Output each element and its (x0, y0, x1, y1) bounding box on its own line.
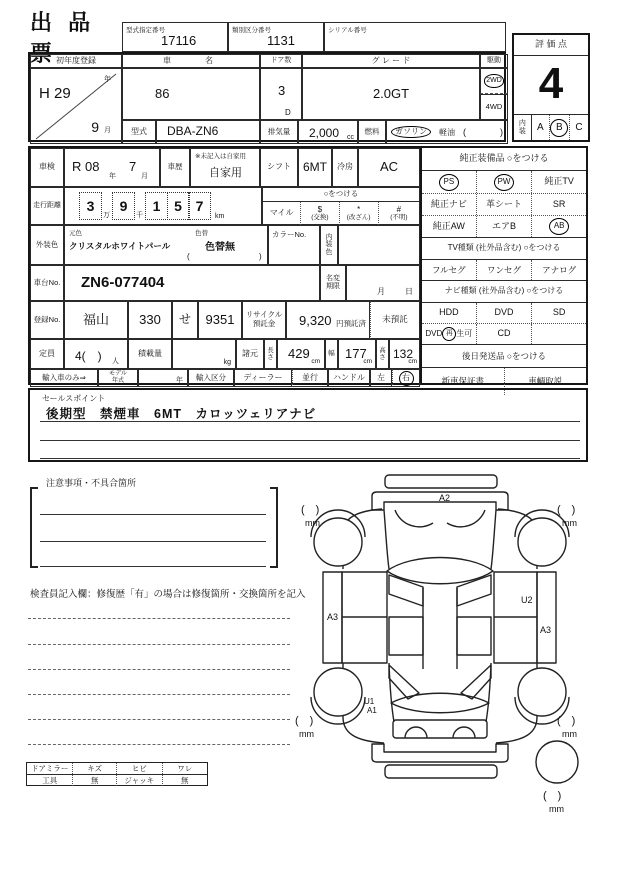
displacement-unit: cc (347, 134, 354, 141)
odo-digit-1: 3 (79, 192, 102, 220)
equip-title-ship: 後日発送品 ○をつける (422, 345, 586, 368)
interior-grade-c: C (569, 115, 588, 140)
original-color-label: 元色 (69, 230, 82, 237)
color-no-label: カラーNo. (272, 230, 307, 239)
sales-line-3 (40, 458, 580, 459)
navi-sd: SD (531, 303, 586, 323)
import-division-label: 輸入区分 (188, 369, 234, 387)
handle-left: 左 (370, 369, 392, 387)
inspector-line-2 (28, 644, 290, 645)
spec-height-unit: cm (408, 358, 417, 365)
original-color-value: クリスタルホワイトパール (69, 241, 171, 251)
tools-jack-none: 無 (162, 775, 208, 786)
reg-month-value: 9 (91, 119, 99, 135)
rear-panel (393, 720, 487, 738)
class-number-value: 1131 (267, 33, 295, 48)
serial-number-label: シリアル番号 (328, 27, 367, 34)
mark-header: ○をつける (263, 188, 419, 202)
tools-crack: ヒビ (116, 763, 162, 774)
fuel-cell (386, 120, 508, 144)
interior-color-label: 内装色 (320, 225, 338, 265)
wheel-front-right (518, 518, 566, 566)
handle-right-circled: 右 (399, 371, 414, 386)
inspector-line-1 (28, 618, 290, 619)
equip-leather-seat: 革シート (476, 194, 532, 215)
tools-scratch: キズ (72, 763, 116, 774)
circle-mark: B (550, 119, 568, 137)
odo-digit-3: 1 (145, 192, 168, 220)
spec-length-cell (277, 339, 325, 369)
mark-unknown (378, 202, 419, 225)
capacity-value: 4( ) (75, 349, 102, 363)
fuel-label: 燃料 (358, 120, 386, 144)
sales-point-label: セールスポイント (42, 394, 106, 403)
equip-oem-navi: 純正ナビ (430, 198, 467, 209)
model-designation-box (122, 22, 228, 52)
interior-color-cell (338, 225, 420, 265)
equip-airbag: エアB (476, 216, 532, 237)
color-change-paren-close: ) (259, 252, 262, 261)
registration-no-label: 登録No. (30, 301, 64, 339)
vehicle-top-block (28, 52, 506, 142)
door-count-cell (260, 68, 302, 120)
mark-unknown-symbol: # (396, 205, 402, 215)
shift-label: シフト (260, 148, 298, 187)
equip-pw-circled: PW (494, 174, 514, 191)
shaken-era: R 08 (72, 159, 100, 174)
diagram-label-a1: A1 (367, 706, 377, 715)
navi-dvd: DVD (476, 303, 532, 323)
color-no-cell (268, 225, 320, 265)
shaken-month: 7 (129, 159, 137, 174)
interior-grade-a: A (536, 122, 544, 133)
diagram-label-u1: U1 (364, 697, 375, 706)
score-value: 4 (538, 59, 564, 109)
drive-2wd-cell (480, 68, 508, 94)
tools-jack: ジャッキ (116, 775, 162, 786)
sales-point-text: 後期型 禁煙車 6MT カロッツェリアナビ (46, 407, 317, 421)
inspector-line-4 (28, 694, 290, 695)
model-year-cell (138, 369, 188, 387)
bracket-bottom-right: ( ) (557, 715, 576, 727)
diagram-label-a3-left: A3 (327, 612, 339, 622)
mark-tampered-label: (改ざん) (346, 214, 371, 222)
equip-ab-circled: AB (549, 218, 569, 235)
model-code-label: 型式 (122, 120, 156, 144)
navi-cd: CD (476, 324, 532, 344)
recycle-paid-cell (286, 301, 370, 339)
navi-hdd: HDD (439, 307, 459, 318)
spec-height-value: 132 (393, 347, 414, 361)
load-label: 積載量 (128, 339, 172, 369)
first-registration-header: 初年度登録 (30, 54, 122, 68)
equip-title-tv: TV種類 (社外品含む) ○をつける (422, 238, 586, 260)
car-damage-diagram (293, 465, 640, 817)
bracket-spare: ( ) (543, 790, 562, 802)
model-year-unit: 年 (176, 377, 183, 384)
inspector-line-5 (28, 719, 290, 720)
serial-number-box (324, 22, 506, 52)
recycle-paid-suffix: 円預託済 (336, 319, 366, 328)
tools-row-1 (27, 763, 207, 775)
tools-table (26, 762, 208, 786)
model-code-value: DBA-ZN6 (156, 120, 260, 144)
front-strip (385, 475, 497, 488)
tools-tool-none: 無 (72, 775, 116, 786)
fuel-paren-close: ) (500, 127, 503, 137)
bracket-bottom-left: ( ) (295, 715, 314, 727)
exterior-color-label: 外装色 (30, 225, 64, 265)
shift-value: 6MT (298, 148, 332, 187)
odo-unit-sen: 千 (136, 212, 143, 219)
shaken-label: 車検 (30, 148, 64, 187)
tools-tool: 工具 (42, 775, 58, 785)
model-year-label-line2: 年式 (111, 378, 124, 384)
door-count-value: 3 (278, 83, 286, 98)
mm-top-left: mm (305, 518, 320, 528)
import-only-label: 輸入車のみ⇒ (30, 369, 98, 387)
notes-line-1 (40, 514, 266, 515)
score-box (512, 33, 590, 142)
color-change-label: 色替 (195, 230, 208, 237)
front-strut-arc-left (395, 510, 433, 527)
mark-exchange (300, 202, 338, 225)
navi-empty (531, 324, 586, 344)
model-year-label (98, 369, 138, 387)
diagram-label-a3-right: A3 (540, 625, 552, 635)
chassis-no-value: ZN6-077404 (64, 265, 320, 301)
dvd-playable-pre: DVD (425, 328, 443, 338)
front-strut-arc-right (447, 510, 485, 527)
class-number-label: 類別区分番号 (232, 27, 271, 34)
spec-length-value: 429 (288, 346, 310, 361)
reg-month-unit: 月 (104, 127, 111, 134)
notes-bracket-right (270, 487, 278, 568)
handle-right (392, 369, 420, 387)
wheel-front-left (314, 518, 362, 566)
floor-panel-lower-right (457, 617, 491, 655)
name-change-cell (346, 265, 420, 301)
grade-value: 2.0GT (302, 68, 480, 120)
color-change-value: 色替無 (205, 242, 235, 253)
capacity-label: 定員 (30, 339, 64, 369)
history-value: 自家用 (209, 167, 242, 179)
door-count-suffix: D (285, 108, 291, 117)
ship-manual: 車輌取説 (504, 368, 587, 395)
interior-grade-label: 内装 (514, 115, 532, 140)
car-name-header: 車 名 (122, 54, 260, 68)
mm-bottom-right: mm (562, 729, 577, 739)
rear-brace-left (389, 665, 419, 699)
import-dealer: ディーラー (234, 369, 292, 387)
tv-oneseg: ワンセグ (476, 260, 532, 280)
reg-year-unit: 年 (104, 76, 111, 83)
score-label: 評 価 点 (514, 35, 588, 56)
drive-header: 駆動 (480, 54, 508, 68)
rear-panel-arc-right (453, 727, 475, 738)
recycle-label-line2: 預託金 (252, 319, 276, 328)
mark-exchange-label: (交換) (311, 214, 329, 222)
front-rail-left (384, 510, 389, 569)
odo-digit-4: 5 (167, 192, 190, 220)
mileage-label: 走行距離 (30, 187, 64, 225)
handle-label: ハンドル (328, 369, 370, 387)
tools-row-2 (27, 775, 207, 786)
tv-row (422, 260, 586, 281)
spare-tire (536, 741, 578, 783)
notes-line-3 (40, 566, 266, 567)
exterior-color-cell (64, 225, 268, 265)
grade-header: グ レ ー ド (302, 54, 480, 68)
drive-2wd-circled: 2WD (484, 74, 504, 87)
reg-era-value: H 29 (39, 85, 71, 102)
tv-fullseg: フルセグ (432, 264, 466, 275)
spec-label: 諸元 (236, 339, 264, 369)
name-change-month: 月 (377, 287, 385, 296)
first-registration-cell (30, 68, 122, 144)
odometer-cell (64, 187, 262, 225)
tv-analog: アナログ (531, 260, 586, 280)
sales-line-1 (40, 421, 580, 422)
sales-line-2 (40, 440, 580, 441)
fuel-gasoline-circled: ガソリン (391, 126, 431, 138)
spec-width-unit: cm (363, 358, 372, 365)
name-change-day: 日 (405, 287, 413, 296)
mm-spare: mm (549, 804, 564, 814)
cooling-value: AC (358, 148, 420, 187)
rear-panel-arc-left (405, 727, 427, 738)
equip-pw (476, 171, 532, 193)
bracket-top-right: ( ) (557, 504, 576, 516)
history-cell (190, 148, 260, 187)
mark-tampered (339, 202, 378, 225)
capacity-unit: 人 (112, 358, 119, 365)
fuel-paren-open: ( (463, 127, 466, 137)
sales-point-block (28, 388, 588, 462)
mark-tampered-symbol: * (357, 205, 361, 215)
spec-height-cell (389, 339, 420, 369)
vehicle-mid-block (28, 146, 588, 385)
shaken-cell (64, 148, 160, 187)
mileage-mark-cell (262, 187, 420, 225)
cooling-label: 冷房 (332, 148, 358, 187)
equipment-panel (420, 148, 586, 387)
recycle-label-line1: リサイクル (245, 310, 283, 320)
equip-row-1 (422, 171, 586, 194)
drive-4wd-cell: 4WD (480, 94, 508, 120)
ship-warranty: 新車保証書 (441, 376, 484, 387)
fuel-diesel: 軽油 (439, 127, 455, 137)
tools-split: ワレ (162, 763, 208, 774)
mm-top-right: mm (562, 518, 577, 528)
name-change-label: 名変期限 (320, 265, 346, 301)
notes-line-2 (40, 541, 266, 542)
dvd-playable-post: 生可 (456, 328, 473, 338)
equip-row-3 (422, 216, 586, 238)
color-change-paren-open: ( (187, 252, 190, 261)
mark-exchange-symbol: $ (317, 205, 323, 215)
registration-area: 福山 (64, 301, 128, 339)
equip-row-2 (422, 194, 586, 216)
inspector-line-3 (28, 669, 290, 670)
rear-rail-left (389, 663, 394, 722)
spec-length-unit: cm (311, 358, 320, 365)
navi-row-1 (422, 303, 586, 324)
car-name-value: 86 (122, 68, 260, 120)
equip-title-navi: ナビ種類 (社外品含む) ○をつける (422, 281, 586, 303)
inspector-line-6 (28, 744, 290, 745)
interior-grade-row (514, 114, 588, 140)
registration-kana: せ (172, 301, 198, 339)
model-year-label-line1: モデル (109, 371, 127, 378)
spec-width-label: 幅 (325, 339, 338, 369)
floor-panel-lower-left (389, 617, 423, 655)
spec-length-label: 長さ (264, 339, 277, 369)
equip-oem-tv: 純正TV (531, 171, 586, 193)
displacement-value: 2,000 (309, 126, 340, 140)
equip-ps (422, 171, 476, 193)
class-number-box (228, 22, 324, 52)
dvd-playable-circled: 再 (442, 327, 456, 341)
displacement-label: 排気量 (260, 120, 298, 144)
rear-strip (385, 765, 497, 778)
rear-bumper (372, 744, 508, 762)
rear-rail-right (486, 663, 491, 722)
page-title: 出 品 票 (30, 10, 96, 66)
history-note: ※未記入は自家用 (195, 153, 246, 160)
registration-number: 9351 (198, 301, 242, 339)
capacity-cell (64, 339, 128, 369)
rear-brace-right (461, 665, 491, 699)
mark-mile: マイル (269, 208, 294, 218)
wheel-rear-left (314, 668, 362, 716)
equip-oem-aw: 純正AW (432, 220, 465, 231)
equip-ps-circled: PS (439, 174, 459, 191)
odo-unit-km: km (215, 213, 225, 220)
equip-sunroof: SR (531, 194, 586, 215)
model-designation-value: 17116 (161, 33, 197, 48)
right-sill (537, 572, 556, 663)
chassis-no-label: 車台No. (30, 265, 64, 301)
registration-class: 330 (128, 301, 172, 339)
notes-bracket-left (30, 487, 38, 568)
load-unit: kg (223, 359, 231, 366)
equip-ab (531, 216, 586, 237)
mm-bottom-left: mm (299, 729, 314, 739)
interior-grade-b (549, 115, 569, 140)
displacement-cell (298, 120, 358, 144)
history-label: 車歴 (160, 148, 190, 187)
spec-width-value: 177 (345, 346, 367, 361)
navi-row-2 (422, 324, 586, 345)
front-rail-right (491, 510, 496, 569)
recycle-deposit-label (242, 301, 286, 339)
odo-digit-2: 9 (112, 192, 135, 220)
load-cell (172, 339, 236, 369)
spec-width-cell (338, 339, 376, 369)
odo-digit-5: 7 (188, 192, 211, 220)
recycle-unpaid-cell: 未預託 (370, 301, 420, 339)
inspector-label: 検査員記入欄：修復歴「有」の場合は修復箇所・交換箇所を記入 (30, 589, 306, 600)
odo-unit-man: 万 (103, 212, 110, 219)
recycle-paid-amount: 9,320 (299, 313, 332, 328)
dvd-playable (422, 324, 476, 344)
bracket-top-left: ( ) (301, 504, 320, 516)
diagram-label-a2: A2 (439, 493, 451, 503)
wheel-rear-right (518, 668, 566, 716)
import-parallel: 並行 (292, 369, 328, 387)
door-count-header: ドア数 (260, 54, 302, 68)
model-designation-label: 型式指定番号 (126, 27, 165, 34)
equip-title-oem: 純正装備品 ○をつける (422, 148, 586, 171)
spec-height-label: 高さ (376, 339, 389, 369)
shaken-year-unit: 年 (109, 173, 116, 180)
diagram-label-u2: U2 (521, 595, 533, 605)
mark-unknown-label: (不明) (390, 214, 408, 222)
shaken-month-unit: 月 (141, 173, 148, 180)
notes-label: 注意事項・不具合箇所 (46, 478, 137, 488)
tools-door-mirror: ドアミラー (31, 763, 69, 773)
